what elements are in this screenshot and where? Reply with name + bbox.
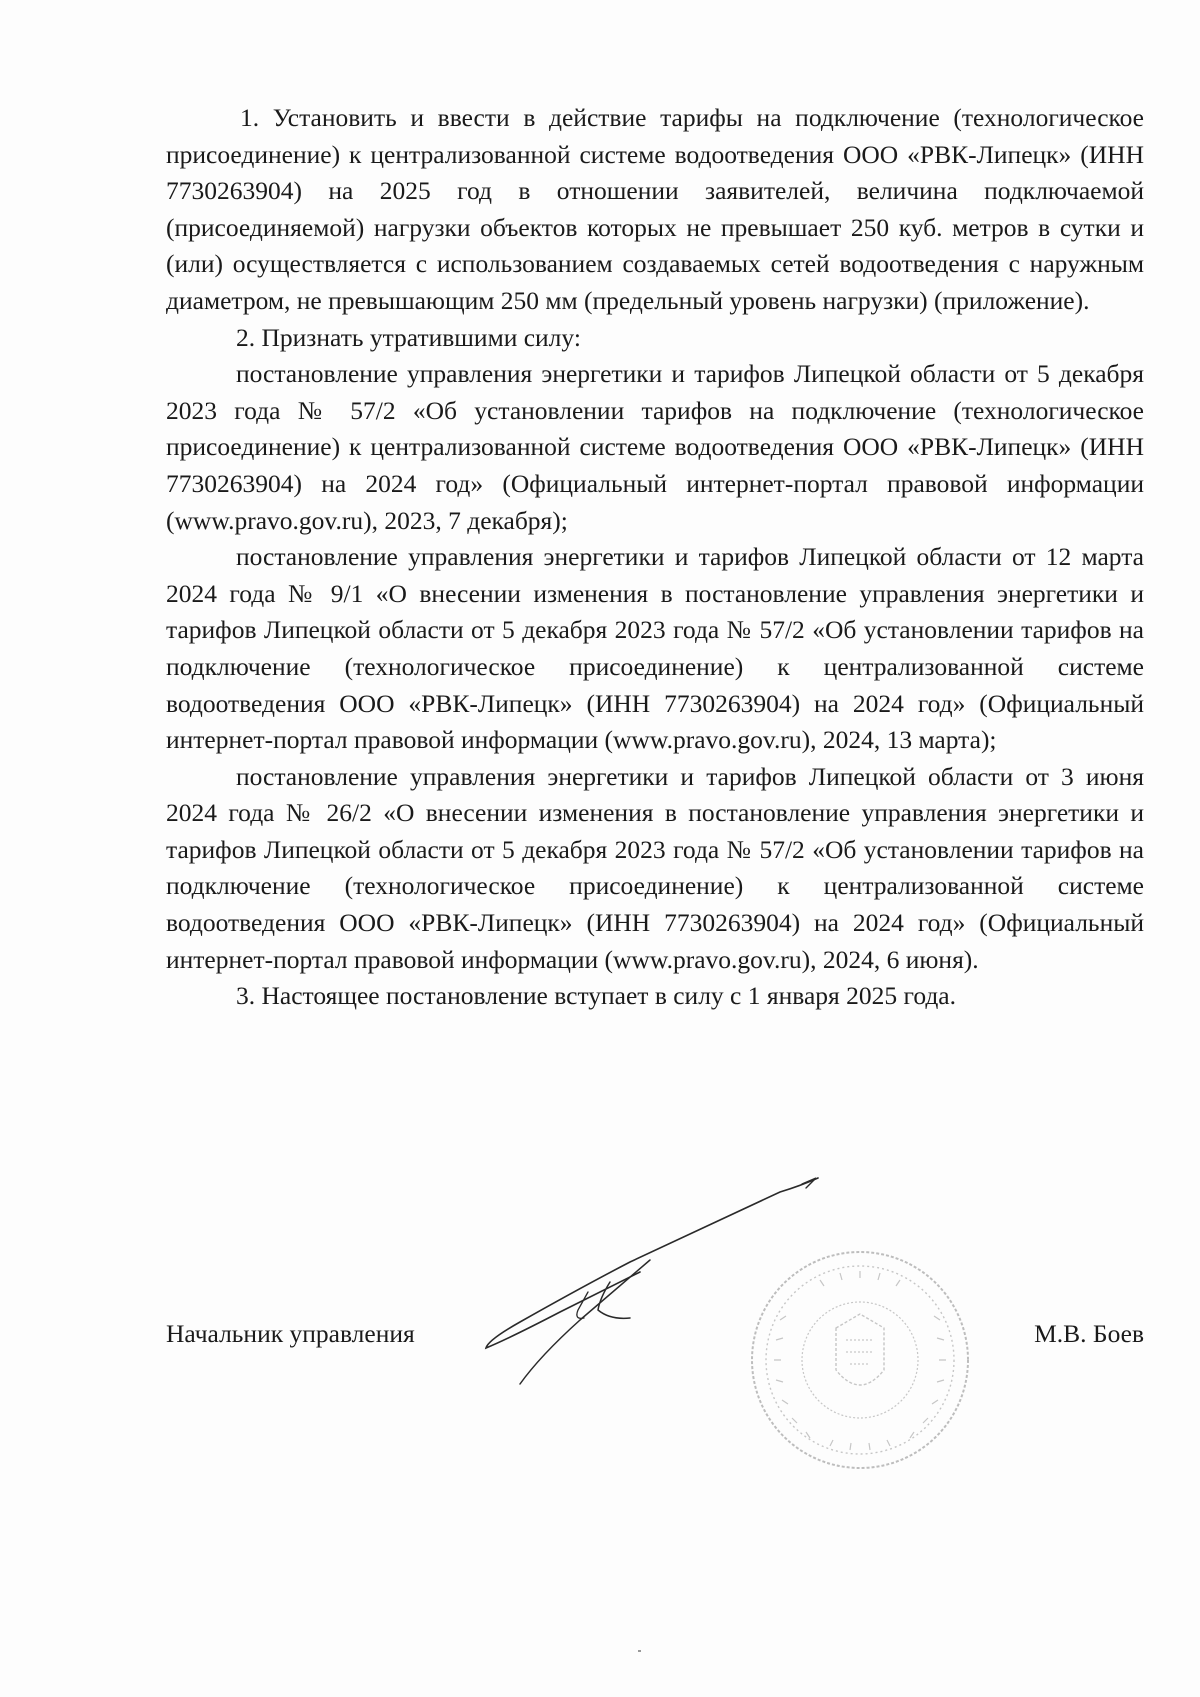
paragraph-repeal-item-3: постановление управления энергетики и тарифов Липецкой области от 3 июня 2024 года № 26/2 «О внесении изменения в постановление управления энергетики и тарифов Липецкой области от 5 декабря 2023 года № 57/2 «Об установлении тарифов на подключение (технологическое присоединение) к централизованной системе водоотведения ООО «РВК-Липецк» (ИНН 7730263904) на 2024 год» (Официальный интернет-портал правовой информации (www.pravo.gov.ru), 2024, 6 июня). [166,761,1144,974]
signer-position: Начальник управления [166,1319,415,1348]
paragraph-repeal-item-1: постановление управления энергетики и тарифов Липецкой области от 5 декабря 2023 года № 57/2 «Об установлении тарифов на подключение (технологическое присоединение) к централизованной системе водоотведения ООО «РВК-Липецк» (ИНН 7730263904) на 2024 год» (Официальный интернет-портал правовой информации (www.pravo.gov.ru), 2023, 7 декабря); [166,359,1144,535]
signer-name: М.В. Боев [1034,1319,1144,1348]
paragraph-2-repeal-heading: 2. Признать утратившими силу: [236,322,581,352]
paragraph-repeal-item-2: постановление управления энергетики и тарифов Липецкой области от 12 марта 2024 года № 9/1 «О внесении изменения в постановление управления энергетики и тарифов Липецкой области от 5 декабря 2023 года № 57/2 «Об установлении тарифов на подключение (технологическое присоединение) к централизованной системе водоотведения ООО «РВК-Липецк» (ИНН 7730263904) на 2024 год» (Официальный интернет-портал правовой информации (www.pravo.gov.ru), 2024, 13 марта); [166,542,1144,755]
signature-block [166,1316,1144,1356]
handwritten-signature [480,1170,900,1450]
document-body [166,100,1144,1015]
paragraph-1-tariffs: 1. Установить и ввести в действие тарифы на подключение (технологическое присоединение) к централизованной системе водоотведения ООО «РВК-Липецк» (ИНН 7730263904) на 2025 год в отношении заявителей, величина подключаемой (присоединяемой) нагрузки объектов которых не превышает 250 куб. метров в сутки и (или) осуществляется с использованием создаваемых сетей водоотведения с наружным диаметром, не превышающим 250 мм (предельный уровень нагрузки) (приложение). [166,103,1144,315]
scan-artifact [638,1650,641,1652]
paragraph-3-effective-date: 3. Настоящее постановление вступает в силу с 1 января 2025 года. [236,981,957,1011]
